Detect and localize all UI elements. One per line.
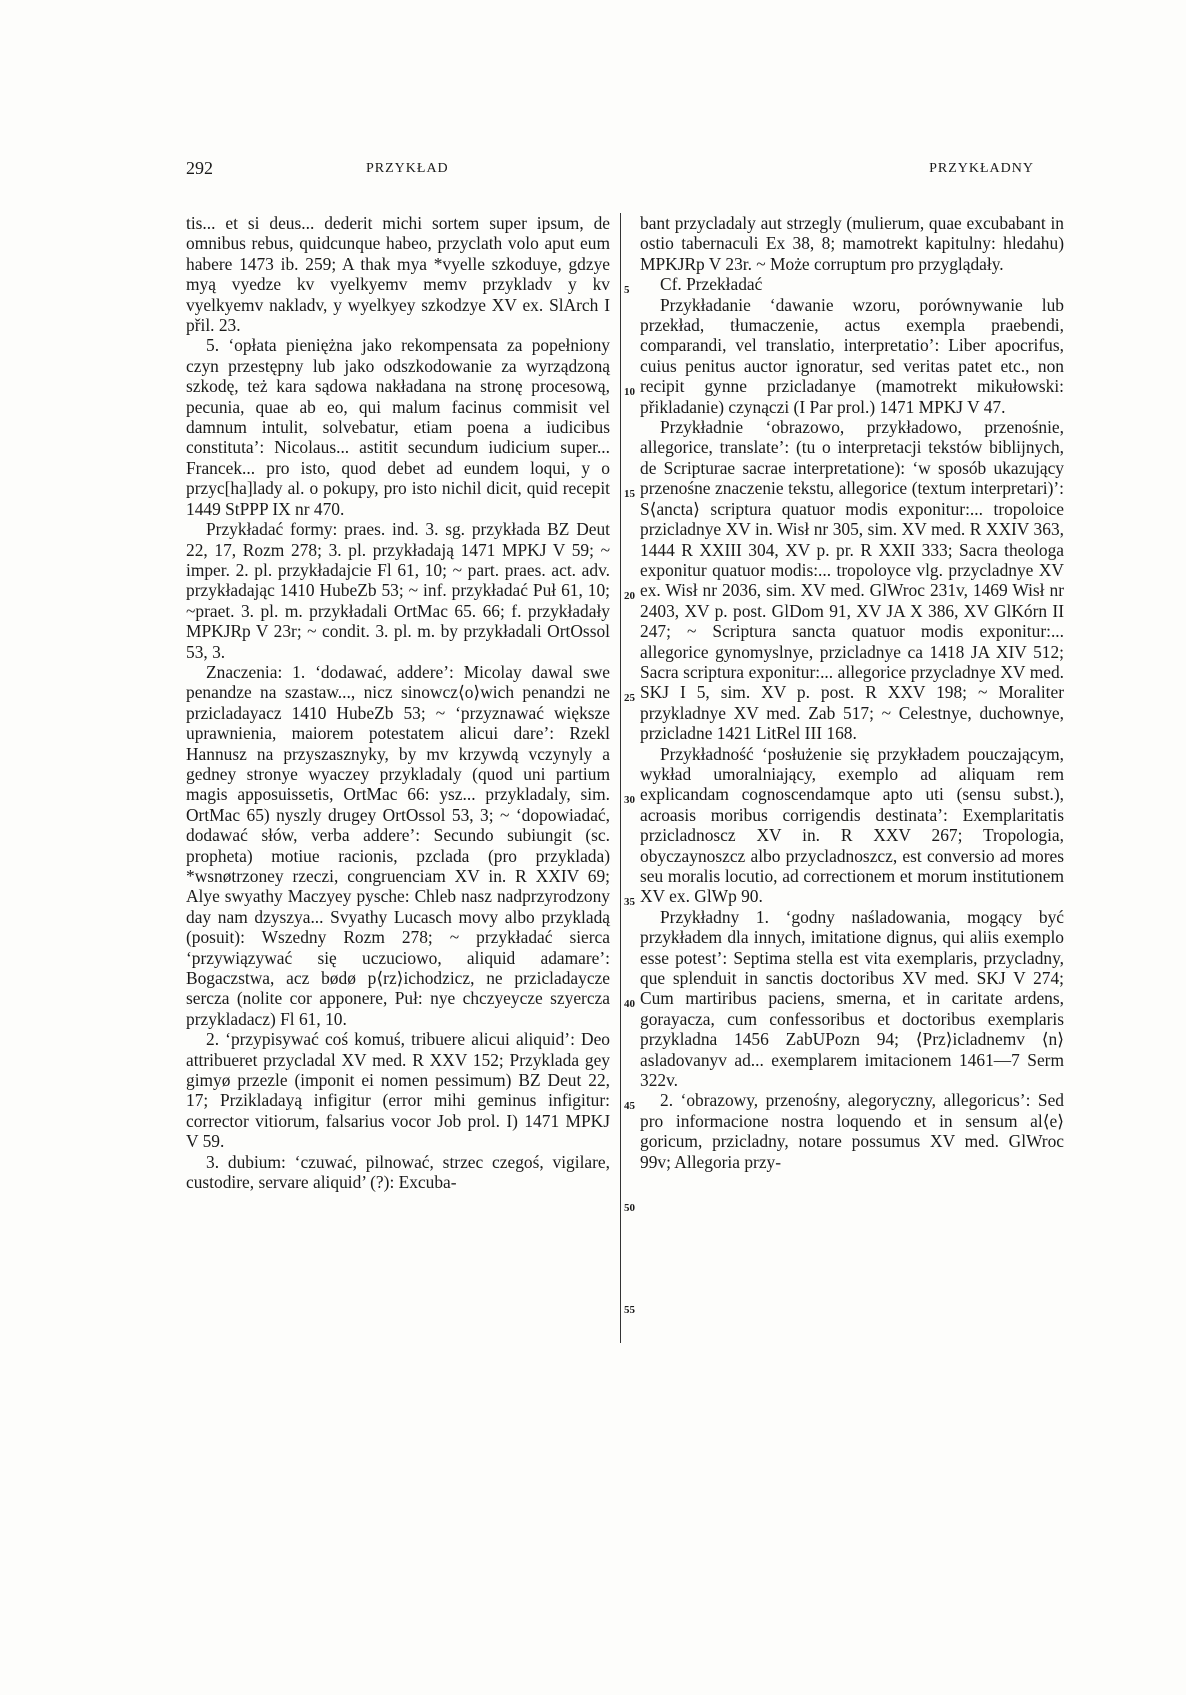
line-numbers (624, 213, 638, 1353)
entry-text: 5. ‘opłata pieniężna jako rekompensata za popełniony czyn przestępny lub jako odszkodowanie za wyrządzoną szkodę, też kara sądowa nakładana na stronę procesową, pecunia, quae ab eo, qui malum facinus commisit vel damnum intulit, solvebatur, etiam poena a iudicibus constituta’: Nicolaus... astitit secundum iudicium super... Francek... pro isto, quod debet ad eundem loqui, y o przyc[ha]lady al. o pokupy, pro isto nichil dicit, quid recepit 1449 StPPP IX nr 470. (186, 335, 610, 519)
entry-text: tis... et si deus... dederit michi sortem super ipsum, de omnibus rebus, quidcunque habeo, przyclath volo aput eum habere 1473 ib. 259; A thak mya *vyelle szkoduye, gdzye myą vyedze kv vyelkyemv memv przykladv y kv vyelkyemv nakladv, y wyelkyey szkodzye XV ex. SlArch I přil. 23. (186, 213, 610, 336)
left-column (186, 213, 610, 1193)
entry-przykladanie: Przykładanie ‘dawanie wzoru, porównywanie lub przekład, tłumaczenie, actus exempla praebendi, comparandi, vel translatio, interpretatio’: Liber apocrifus, cuius penitus auctor ignoratur, sed veritas patet etc., non recipit gynne przicladanye (mamotrekt mikułowski: přikladanie) czynączi (I Par prol.) 1471 MPKJ V 47. (640, 294, 1064, 417)
running-head-left: PRZYKŁAD (366, 161, 449, 176)
entry-forms: Przykładać formy: praes. ind. 3. sg. przykłada BZ Deut 22, 17, Rozm 278; 3. pl. przykładają 1471 MPKJ V 59; ~ imper. 2. pl. przykładajcie Fl 61, 10; ~ part. praes. act. adv. przykładając 1410 HubeZb 53; ~ inf. przykładać Puł 61, 10; ~praet. 3. pl. m. przykładali OrtMac 65. 66; f. przykładały MPKJRp V 23r; ~ condit. 3. pl. m. by przykładali OrtOssol 53, 3. (186, 519, 610, 662)
line-number: 40 (624, 998, 635, 1010)
cross-reference: Cf. Przekładać (660, 274, 763, 295)
line-number: 55 (624, 1304, 635, 1316)
entry-przykladnie: Przykładnie ‘obrazowo, przykładowo, przenośnie, allegorice, translate’: (tu o interpretacji tekstów biblijnych, de Scripturae sacrae interpretatione): ‘w sposób ukazujący przenośne znaczenie tekstu, allegorice (textum interpretari)’: S⟨ancta⟩ scriptura quatuor modis exponitur:... tropoloice przicladnye XV in. Wisł nr 305, sim. XV med. R XXIV 363, 1444 R XXIII 304, XV p. pr. R XXII 333; Sacra theologa exponitur quatuor modis:... tropoloyce vlg. przycladnye XV ex. Wisł nr 2036, sim. XV med. GlWroc 231v, 1469 Wisł nr 2403, XV p. post. GlDom 91, XV JA X 386, XV GlKórn II 247; ~ Scriptura sancta quatuor modis exponitur:... allegorice gynomyslnye, przicladnye ca 1418 JA XIV 512; Sacra scriptura exponitur:... allegorice przycladnye XV med. SKJ I 5, sim. XV p. post. R XXV 198; ~ Moraliter przykladnye XV med. Zab 517; ~ Celestnye, duchownye, przicladne 1421 LitRel III 168. (640, 417, 1064, 744)
page-number: 292 (186, 158, 213, 178)
line-number: 25 (624, 692, 635, 704)
entry-przykladnosc: Przykładność ‘posłużenie się przykładem pouczającym, wykład umoralniający, exemplo ad aliquam rem explicandam cognoscendamque apto uti (sensu subst.), acroasis moribus corrigendis destinata’: Exemplaritatis przicladnoscz XV in. R XXV 267; Tropologia, obyczaynoszcz albo przycladnoszcz, est conversio ad mores seu moralis locutio, ad correctionem et morum institutionem XV ex. GlWp 90. (640, 743, 1064, 907)
entry-meaning-3: 3. dubium: ‘czuwać, pilnować, strzec czegoś, vigilare, custodire, servare aliquid’ (?): Excuba- (186, 1151, 610, 1193)
line-number: 50 (624, 1202, 635, 1214)
entry-meanings: Znaczenia: 1. ‘dodawać, addere’: Micolay dawal swe penandze na szastaw..., nicz sinowcz⟨o⟩wich penandzi ne przicladayacz 1410 HubeZb 53; ~ ‘przyznawać większe uprawnienia, maiorem potestatem alicui dare’: Rzekl Hannusz na przyszasznyky, by mv krzywdą vczynyly a gedney stronye wyaczey przykladaly (quod uni partium magis apposuissetis, OrtMac 66: ysz... przykladaly, sim. OrtMac 65) nyszly drugey OrtOssol 53, 3; ~ ‘dopowiadać, dodawać słów, verba addere’: Secundo subiungit (sc. propheta) motiue racionis, pzclada (pro przyklada) *wsnøtrzoney rzeczi, congruenciam XV in. R XXIV 69; Alye swyathy Maczyey pysche: Chleb nasz nadprzyrodzony day nam dzyszya... Svyathy Lucasch movy albo przykladą (posuit): Wszedny Rozm 278; ~ przykładać sierca ‘przywiązywać się uczuciowo, aliquid adamare’: Bogaczstwa, acz bødø p⟨rz⟩ichodzicz, ne przicladaycze sercza (nolite cor apponere, Puł: nye chczyeycze szyercza przykladacz) Fl 61, 10. (186, 661, 610, 1029)
line-number: 5 (624, 284, 630, 296)
page-header (186, 158, 1034, 182)
entry-meaning-2: 2. ‘przypisywać coś komuś, tribuere alicui aliquid’: Deo attribueret przycladal XV med. R XXV 152; Przyklada gey gimyø przezle (imponit ei nomen pessimum) BZ Deut 22, 17; Przikladayą infigitur (error mihi geminus infigitur: corrector vitiorum, falsarius vocor Job prol. I) 1471 MPKJ V 59. (186, 1029, 610, 1152)
entry-przykladny: Przykładny 1. ‘godny naśladowania, mogący być przykładem dla innych, imitatione dignus, qui aliis exemplo esse potest’: Septima stella est vita exemplaris, przycladny, que splenduit in sanctis doctoribus XV med. SKJ V 274; Cum martiribus paciens, smerna, et in caritate ardens, gorayacza, cum confessoribus et doctoribus exemplaris przykladna 1456 ZabUPozn 94; ⟨Prz⟩icladnemv ⟨n⟩asladovanyv ad... exemplarem imitacionem 1461—7 Serm 322v. (640, 906, 1064, 1091)
column-divider (620, 213, 621, 1343)
line-number: 15 (624, 488, 635, 500)
entry-text: bant przycladaly aut strzegly (mulierum, quae excubabant in ostio tabernaculi Ex 38, 8; mamotrekt kapitulny: hledahu) MPKJRp V 23r. ~ Może corruptum pro przyglądały. (640, 213, 1064, 274)
line-number: 35 (624, 896, 635, 908)
right-column (640, 213, 1064, 1172)
line-number: 20 (624, 590, 635, 602)
entry-przykladny-2: 2. ‘obrazowy, przenośny, alegoryczny, allegoricus’: Sed pro informacione nostra loquendo et in sensum al⟨e⟩goricum, przicladny, notare possumus XV med. GlWroc 99v; Allegoria przy- (640, 1090, 1064, 1172)
line-number: 10 (624, 386, 635, 398)
line-number: 30 (624, 794, 635, 806)
running-head-right: PRZYKŁADNY (929, 161, 1034, 176)
line-number: 45 (624, 1100, 635, 1112)
